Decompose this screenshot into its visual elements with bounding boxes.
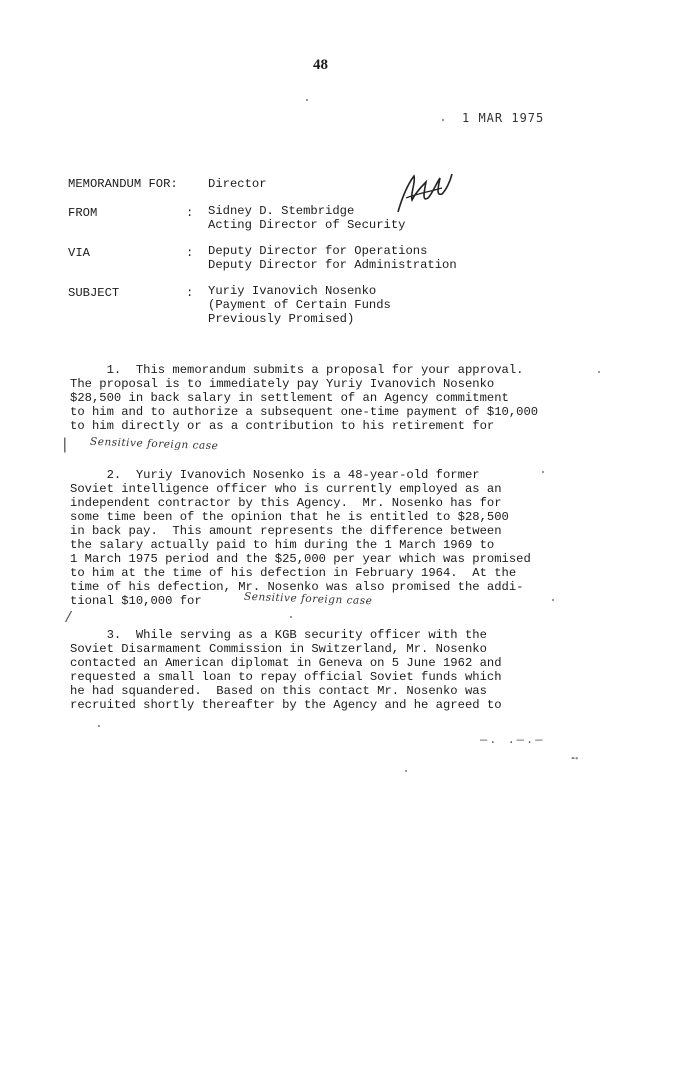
via-line-2: Deputy Director for Administration <box>208 258 457 272</box>
memo-for-value: Director <box>208 177 267 191</box>
from-title: Acting Director of Security <box>208 218 406 232</box>
scan-speck <box>98 725 100 727</box>
para-3-line-4: requested a small loan to repay official Soviet funds which <box>70 670 502 684</box>
subject-label: SUBJECT <box>68 286 120 300</box>
page-number: 48 <box>313 57 328 73</box>
para-3-line-2: Soviet Disarmament Commission in Switzerland, Mr. Nosenko <box>70 642 487 656</box>
para-2-line-2: Soviet intelligence officer who is currently employed as an <box>70 482 502 496</box>
para-1-handwritten-note: Sensitive foreign case <box>89 435 219 453</box>
scan-speck <box>442 119 444 121</box>
scan-speck <box>542 471 544 473</box>
para-1-line-5: to him directly or as a contribution to his retirement for <box>70 419 495 433</box>
para-1-line-4: to him and to authorize a subsequent one-time payment of $10,000 <box>70 405 539 419</box>
para-2-handwritten-note: Sensitive foreign case <box>243 590 373 608</box>
signature-initials <box>392 168 454 218</box>
scan-speck <box>552 599 554 601</box>
subject-line-2: (Payment of Certain Funds <box>208 298 391 312</box>
via-line-1: Deputy Director for Operations <box>208 244 428 258</box>
para-2-line-5: in back pay. This amount represents the difference between <box>70 524 502 538</box>
via-label: VIA <box>68 246 90 260</box>
subject-colon: : <box>186 286 194 300</box>
scan-speck <box>306 99 308 101</box>
para-1-line-3: $28,500 in back salary in settlement of an Agency commitment <box>70 391 509 405</box>
scan-dash-mark: —. .—.— <box>480 733 545 747</box>
via-colon: : <box>186 246 194 260</box>
scan-speck <box>598 371 600 373</box>
para-2-line-1: 2. Yuriy Ivanovich Nosenko is a 48-year-old former <box>70 468 480 482</box>
scan-speck <box>405 770 407 772</box>
scan-mark: → <box>571 750 579 764</box>
scan-speck <box>290 616 292 618</box>
from-label: FROM <box>68 206 98 220</box>
memo-for-label: MEMORANDUM FOR: <box>68 177 178 191</box>
para-1-line-2: The proposal is to immediately pay Yuriy Ivanovich Nosenko <box>70 377 495 391</box>
para-2-line-6: the salary actually paid to him during the 1 March 1969 to <box>70 538 495 552</box>
para-2-line-7: 1 March 1975 period and the $25,000 per year which was promised <box>70 552 531 566</box>
para-1-line-1: 1. This memorandum submits a proposal for your approval. <box>70 363 524 377</box>
date-stamp: 1 MAR 1975 <box>462 111 545 125</box>
margin-slash: / <box>64 610 74 627</box>
subject-line-1: Yuriy Ivanovich Nosenko <box>208 284 377 298</box>
para-2-line-4: some time been of the opinion that he is entitled to $28,500 <box>70 510 509 524</box>
para-3-line-1: 3. While serving as a KGB security officer with the <box>70 628 487 642</box>
para-2-line-8: to him at the time of his defection in February 1964. At the <box>70 566 517 580</box>
from-name: Sidney D. Stembridge <box>208 204 355 218</box>
para-3-line-3: contacted an American diplomat in Geneva on 5 June 1962 and <box>70 656 502 670</box>
para-3-line-6: recruited shortly thereafter by the Agency and he agreed to <box>70 698 502 712</box>
para-2-line-3: independent contractor by this Agency. Mr. Nosenko has for <box>70 496 502 510</box>
para-2-line-10: tional $10,000 for <box>70 594 202 608</box>
para-3-line-5: he had squandered. Based on this contact Mr. Nosenko was <box>70 684 487 698</box>
para-2-line-9: time of his defection, Mr. Nosenko was also promised the addi- <box>70 580 524 594</box>
margin-mark: | <box>60 436 70 454</box>
from-colon: : <box>186 206 194 220</box>
subject-line-3: Previously Promised) <box>208 312 355 326</box>
